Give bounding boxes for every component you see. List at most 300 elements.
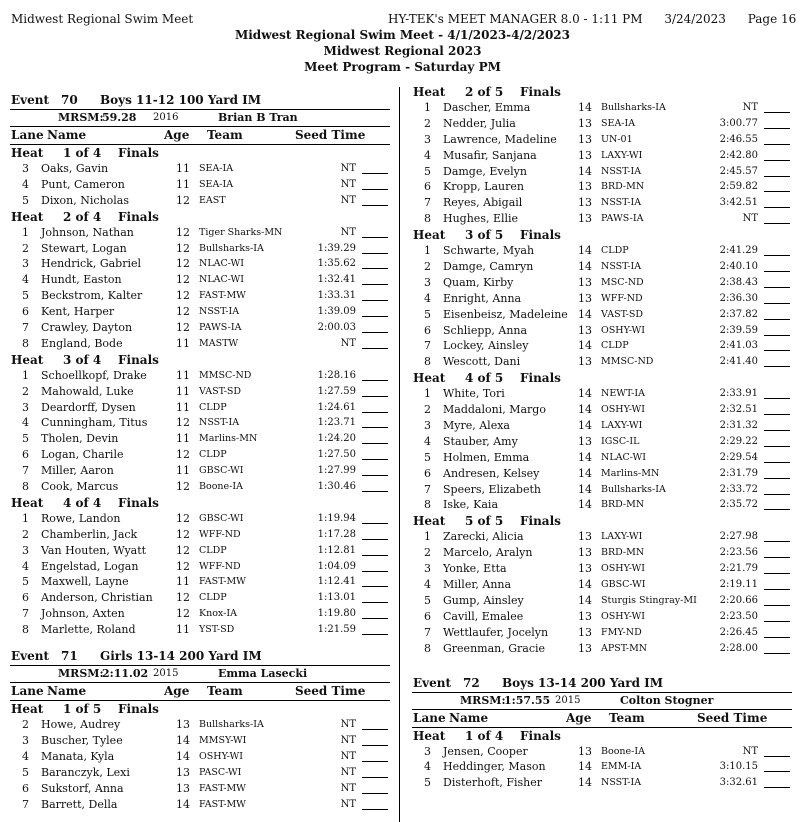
swimmer-age: 14 xyxy=(578,244,592,258)
team-header: Team xyxy=(207,128,243,142)
event-number: 72 xyxy=(463,675,480,690)
lane-number: 6 xyxy=(424,323,431,337)
seed-time: 2:19.11 xyxy=(719,579,758,591)
finals-label: Finals xyxy=(520,371,561,386)
swimmer-age: 13 xyxy=(578,180,592,194)
entry-row xyxy=(10,336,390,352)
swimmer-name: Barrett, Della xyxy=(41,797,118,811)
finals-time-blank xyxy=(764,462,790,463)
finals-time-blank xyxy=(764,112,790,113)
team-code: VAST-SD xyxy=(601,308,644,320)
mrsm-time: 1:57.55 xyxy=(504,693,551,707)
entry-row xyxy=(412,211,792,227)
event-number: 71 xyxy=(61,649,78,664)
finals-time-blank xyxy=(362,443,388,444)
lane-number: 4 xyxy=(22,559,29,573)
lane-number: 3 xyxy=(22,733,29,747)
seed-time: 2:26.45 xyxy=(719,626,758,638)
event-header xyxy=(10,92,390,110)
seed-time: 1:27.99 xyxy=(317,465,356,477)
swimmer-name: Jensen, Cooper xyxy=(443,744,528,758)
team-code: NSST-IA xyxy=(199,306,240,318)
lane-header: Lane xyxy=(11,128,44,142)
team-code: EMM-IA xyxy=(601,761,642,773)
swimmer-name: Marlette, Roland xyxy=(41,623,136,637)
team-code: NSST-IA xyxy=(601,777,642,789)
finals-label: Finals xyxy=(118,146,159,160)
entry-row xyxy=(10,749,390,765)
entry-row xyxy=(412,418,792,434)
team-code: Bullsharks-IA xyxy=(601,483,666,495)
swimmer-age: 13 xyxy=(578,148,592,162)
swimmer-name: Dixon, Nicholas xyxy=(41,193,129,207)
lane-number: 1 xyxy=(424,387,431,401)
swimmer-age: 13 xyxy=(578,116,592,130)
mrsm-holder: Emma Lasecki xyxy=(218,667,308,681)
seed-time: 3:10.15 xyxy=(719,761,758,773)
swimmer-age: 11 xyxy=(176,368,190,382)
finals-time-blank xyxy=(362,491,388,492)
seed-time: 2:27.98 xyxy=(719,531,758,543)
entry-row xyxy=(10,447,390,463)
team-code: BRD-MN xyxy=(601,499,645,511)
lane-number: 7 xyxy=(424,482,431,496)
team-code: OSHY-WI xyxy=(601,563,646,575)
entry-row xyxy=(412,402,792,418)
entry-row xyxy=(10,574,390,590)
finals-time-blank xyxy=(362,586,388,587)
entry-row xyxy=(412,466,792,482)
finals-time-blank xyxy=(362,634,388,635)
seed-time: 2:45.57 xyxy=(719,165,758,177)
seed-time: 2:29.22 xyxy=(719,435,758,447)
swimmer-name: Engelstad, Logan xyxy=(41,559,139,573)
seed-time: 2:39.59 xyxy=(719,324,758,336)
finals-time-blank xyxy=(362,332,388,333)
event-label: Event xyxy=(11,93,50,107)
entry-row xyxy=(412,759,792,775)
heat-label: Heat xyxy=(413,371,446,386)
team-code: WFF-ND xyxy=(199,528,241,540)
entry-row xyxy=(412,323,792,339)
finals-time-blank xyxy=(362,237,388,238)
finals-time-blank xyxy=(764,653,790,654)
team-code: PAWS-IA xyxy=(601,213,644,225)
seed-time: 2:31.32 xyxy=(719,420,758,432)
team-code: PASC-WI xyxy=(199,766,242,778)
team-code: Tiger Sharks-MN xyxy=(199,226,283,238)
entry-row xyxy=(10,272,390,288)
team-code: MMSC-ND xyxy=(199,369,252,381)
swimmer-age: 14 xyxy=(578,403,592,417)
name-header: Name xyxy=(47,128,87,142)
lane-number: 6 xyxy=(424,466,431,480)
swimmer-age: 13 xyxy=(578,625,592,639)
finals-time-blank xyxy=(362,745,388,746)
swimmer-name: Oaks, Gavin xyxy=(41,162,109,175)
seed-time: 2:41.03 xyxy=(719,340,758,352)
swimmer-name: White, Tori xyxy=(443,387,505,401)
swimmer-age: 12 xyxy=(176,511,190,525)
swimmer-age: 13 xyxy=(578,355,592,369)
entry-row xyxy=(412,275,792,291)
swimmer-name: Yonke, Etta xyxy=(443,562,507,576)
lane-number: 5 xyxy=(22,765,29,779)
seed-time: 3:32.61 xyxy=(719,777,758,789)
meet-record-line xyxy=(10,666,390,683)
finals-time-blank xyxy=(362,189,388,190)
lane-number: 3 xyxy=(424,275,431,289)
finals-time-blank xyxy=(764,541,790,542)
swimmer-name: Nedder, Julia xyxy=(443,116,516,130)
swimmer-name: Cavill, Emalee xyxy=(443,609,524,623)
entry-row xyxy=(412,100,792,116)
lane-number: 1 xyxy=(22,368,29,382)
lane-number: 6 xyxy=(22,448,29,462)
lane-number: 5 xyxy=(424,164,431,178)
finals-time-blank xyxy=(764,271,790,272)
heat-number: 4 of 4 xyxy=(63,495,102,510)
entry-row xyxy=(412,291,792,307)
entry-row xyxy=(10,765,390,781)
finals-label: Finals xyxy=(118,702,159,717)
entry-row xyxy=(10,622,390,638)
seed-time: 1:24.61 xyxy=(317,401,356,413)
seed-time: 2:28.00 xyxy=(719,642,758,654)
lane-number: 7 xyxy=(22,607,29,621)
swimmer-age: 12 xyxy=(176,257,190,271)
team-code: SEA-IA xyxy=(199,163,234,174)
swimmer-age: 12 xyxy=(176,448,190,462)
swimmer-name: Speers, Elizabeth xyxy=(443,482,541,496)
seed-time: NT xyxy=(340,766,356,778)
swimmer-age: 12 xyxy=(176,193,190,207)
entry-row xyxy=(412,744,792,760)
swimmer-age: 14 xyxy=(578,419,592,433)
heat-label: Heat xyxy=(11,352,44,367)
entry-row xyxy=(412,497,792,513)
entry-row xyxy=(10,320,390,336)
heat-header xyxy=(10,701,390,717)
team-code: NSST-IA xyxy=(601,197,642,209)
swimmer-age: 12 xyxy=(176,416,190,430)
entry-row xyxy=(412,307,792,323)
lane-number: 2 xyxy=(22,718,29,732)
print-date: 3/24/2023 xyxy=(664,12,726,26)
heat-label: Heat xyxy=(11,146,44,160)
swimmer-name: Howe, Audrey xyxy=(41,718,121,732)
seed-time: 1:17.28 xyxy=(317,528,356,540)
swimmer-name: Sukstorf, Anna xyxy=(41,781,124,795)
entry-row xyxy=(10,781,390,797)
finals-time-blank xyxy=(764,287,790,288)
heat-label: Heat xyxy=(413,728,446,743)
swimmer-age: 11 xyxy=(176,432,190,446)
swimmer-name: Damge, Evelyn xyxy=(443,164,527,178)
team-code: BRD-MN xyxy=(601,181,645,193)
swimmer-name: Hendrick, Gabriel xyxy=(41,257,142,271)
lane-number: 1 xyxy=(22,225,29,239)
swimmer-name: Wescott, Dani xyxy=(443,355,521,369)
swimmer-name: Myre, Alexa xyxy=(443,419,510,433)
swimmer-age: 14 xyxy=(578,466,592,480)
heat-label: Heat xyxy=(413,228,446,243)
heat-number: 5 of 5 xyxy=(465,514,504,529)
lane-number: 2 xyxy=(424,403,431,417)
seed-time: 1:39.29 xyxy=(317,242,356,254)
team-code: VAST-SD xyxy=(199,385,242,397)
finals-label: Finals xyxy=(118,495,159,510)
swimmer-name: Iske, Kaia xyxy=(443,498,499,512)
team-code: OSHY-WI xyxy=(601,610,646,622)
event-spacer xyxy=(412,657,792,675)
lane-number: 3 xyxy=(424,132,431,146)
finals-label: Finals xyxy=(118,352,159,367)
heat-label: Heat xyxy=(11,495,44,510)
entry-row xyxy=(10,463,390,479)
column-headers xyxy=(10,683,390,701)
swimmer-name: Cook, Marcus xyxy=(41,480,119,494)
swimmer-name: Lawrence, Madeline xyxy=(443,132,557,146)
swimmer-name: Miller, Anna xyxy=(443,578,512,592)
lane-number: 1 xyxy=(424,244,431,258)
team-code: GBSC-WI xyxy=(199,465,244,477)
lane-number: 5 xyxy=(424,307,431,321)
swimmer-name: Zarecki, Alicia xyxy=(443,530,524,544)
finals-time-blank xyxy=(362,777,388,778)
swimmer-name: Stewart, Logan xyxy=(41,241,127,255)
entry-row xyxy=(10,527,390,543)
swimmer-age: 13 xyxy=(578,323,592,337)
swimmer-age: 13 xyxy=(578,196,592,210)
seed-time: NT xyxy=(340,750,356,762)
swimmer-name: Rowe, Landon xyxy=(41,511,121,525)
finals-label: Finals xyxy=(118,209,159,224)
swimmer-name: Buscher, Tylee xyxy=(41,733,123,747)
swimmer-age: 14 xyxy=(578,387,592,401)
heat-number: 1 of 4 xyxy=(63,146,102,160)
lane-number: 3 xyxy=(22,400,29,414)
finals-label: Finals xyxy=(520,514,561,529)
entry-row xyxy=(412,434,792,450)
finals-time-blank xyxy=(764,144,790,145)
name-header: Name xyxy=(47,684,87,699)
swimmer-age: 12 xyxy=(176,241,190,255)
swimmer-name: England, Bode xyxy=(41,336,123,350)
finals-time-blank xyxy=(764,160,790,161)
seed-time: 1:30.46 xyxy=(317,481,356,493)
swimmer-name: Anderson, Christian xyxy=(41,591,153,605)
lane-number: 8 xyxy=(424,212,431,226)
finals-time-blank xyxy=(362,761,388,762)
swimmer-name: Lockey, Ainsley xyxy=(443,339,529,353)
lane-number: 2 xyxy=(22,384,29,398)
seed-time: NT xyxy=(742,745,758,757)
team-code: PAWS-IA xyxy=(199,322,242,334)
entry-row xyxy=(10,606,390,622)
entry-row xyxy=(412,529,792,545)
heat-header xyxy=(412,227,792,243)
swimmer-name: Marcelo, Aralyn xyxy=(443,546,533,560)
lane-number: 4 xyxy=(424,760,431,774)
seed-time: NT xyxy=(340,782,356,794)
seed-time-header: Seed Time xyxy=(295,128,366,142)
finals-time-blank xyxy=(362,618,388,619)
seed-time-header: Seed Time xyxy=(697,710,768,725)
swimmer-name: Johnson, Nathan xyxy=(41,225,134,239)
finals-time-blank xyxy=(764,573,790,574)
team-code: EAST xyxy=(199,194,226,206)
swimmer-name: Deardorff, Dysen xyxy=(41,400,136,414)
mrsm-time: 59.28 xyxy=(102,111,137,124)
swimmer-age: 13 xyxy=(578,530,592,544)
entry-row xyxy=(10,256,390,272)
finals-time-blank xyxy=(764,303,790,304)
seed-time: 2:33.91 xyxy=(719,388,758,400)
lane-number: 4 xyxy=(22,416,29,430)
lane-number: 6 xyxy=(22,591,29,605)
finals-time-blank xyxy=(764,414,790,415)
team-code: FAST-MW xyxy=(199,782,246,794)
swimmer-name: Schliepp, Anna xyxy=(443,323,528,337)
entry-row xyxy=(10,225,390,241)
lane-number: 5 xyxy=(22,193,29,207)
swimmer-name: Miller, Aaron xyxy=(41,464,114,478)
finals-time-blank xyxy=(764,207,790,208)
lane-header: Lane xyxy=(413,710,446,725)
team-code: NEWT-IA xyxy=(601,388,645,400)
swimmer-name: Hughes, Ellie xyxy=(443,212,519,226)
seed-time: 1:27.50 xyxy=(317,449,356,461)
swimmer-age: 11 xyxy=(176,400,190,414)
finals-time-blank xyxy=(764,366,790,367)
lane-number: 7 xyxy=(22,797,29,811)
entry-row xyxy=(412,195,792,211)
seed-time: 2:37.82 xyxy=(719,308,758,320)
meet-subtitle: Midwest Regional 2023 xyxy=(323,44,482,58)
swimmer-name: Manata, Kyla xyxy=(41,749,115,763)
swimmer-age: 11 xyxy=(176,162,190,175)
seed-time: 1:12.81 xyxy=(317,544,356,556)
lane-number: 8 xyxy=(424,355,431,369)
swimmer-name: Crawley, Dayton xyxy=(41,321,133,335)
swimmer-name: Dascher, Emma xyxy=(443,101,531,114)
swimmer-name: Beckstrom, Kalter xyxy=(41,289,143,303)
team-code: NLAC-WI xyxy=(199,258,244,270)
seed-time: 2:29.54 xyxy=(719,451,758,463)
swimmer-name: Stauber, Amy xyxy=(443,434,518,448)
seed-time: 2:41.29 xyxy=(719,245,758,257)
entry-row xyxy=(10,733,390,749)
finals-time-blank xyxy=(764,605,790,606)
lane-number: 3 xyxy=(22,162,29,175)
event-spacer xyxy=(10,638,390,648)
lane-number: 2 xyxy=(22,527,29,541)
heat-label: Heat xyxy=(11,209,44,224)
seed-time: 3:42.51 xyxy=(719,197,758,209)
finals-time-blank xyxy=(764,446,790,447)
seed-time: NT xyxy=(340,734,356,746)
finals-time-blank xyxy=(362,268,388,269)
swimmer-name: Reyes, Abigail xyxy=(443,196,523,210)
entry-row xyxy=(10,241,390,257)
finals-time-blank xyxy=(362,380,388,381)
swimmer-name: Andresen, Kelsey xyxy=(443,466,540,480)
entry-row xyxy=(10,431,390,447)
swimmer-age: 14 xyxy=(578,498,592,512)
entry-row xyxy=(10,590,390,606)
seed-time: 2:00.03 xyxy=(317,322,356,334)
team-code: NLAC-WI xyxy=(601,451,646,463)
team-code: SEA-IA xyxy=(199,178,234,190)
team-code: Sturgis Stingray-MI xyxy=(601,594,697,606)
swimmer-name: Eisenbeisz, Madeleine xyxy=(443,307,568,321)
finals-time-blank xyxy=(362,539,388,540)
team-header: Team xyxy=(609,710,645,725)
lane-number: 5 xyxy=(424,450,431,464)
event-title: Boys 11-12 100 Yard IM xyxy=(100,93,262,107)
swimmer-name: Greenman, Gracie xyxy=(443,641,546,655)
left-column xyxy=(10,92,390,812)
age-header: Age xyxy=(164,684,190,699)
entry-row xyxy=(412,338,792,354)
heat-header xyxy=(10,352,390,368)
seed-time: NT xyxy=(742,102,758,113)
swimmer-name: Kropp, Lauren xyxy=(443,180,524,194)
swimmer-age: 14 xyxy=(578,164,592,178)
seed-time: 2:40.10 xyxy=(719,261,758,273)
swimmer-name: Wettlaufer, Jocelyn xyxy=(443,625,549,639)
lane-number: 3 xyxy=(424,419,431,433)
seed-time: 1:27.59 xyxy=(317,385,356,397)
seed-time: 2:23.50 xyxy=(719,610,758,622)
swimmer-age: 14 xyxy=(578,760,592,774)
team-code: WFF-ND xyxy=(199,560,241,572)
team-code: Boone-IA xyxy=(199,481,243,493)
swimmer-age: 12 xyxy=(176,289,190,303)
swimmer-age: 14 xyxy=(176,797,190,811)
lane-number: 8 xyxy=(424,498,431,512)
entry-row xyxy=(10,288,390,304)
swimmer-name: Logan, Charile xyxy=(41,448,124,462)
lane-number: 5 xyxy=(22,432,29,446)
seed-time: NT xyxy=(340,178,356,190)
finals-time-blank xyxy=(362,459,388,460)
finals-label: Finals xyxy=(520,228,561,243)
swimmer-age: 12 xyxy=(176,480,190,494)
finals-time-blank xyxy=(764,621,790,622)
team-code: APST-MN xyxy=(601,642,648,654)
finals-time-blank xyxy=(764,787,790,788)
finals-time-blank xyxy=(764,494,790,495)
swimmer-age: 11 xyxy=(176,177,190,191)
heat-number: 4 of 5 xyxy=(465,371,504,386)
finals-time-blank xyxy=(362,316,388,317)
swimmer-age: 13 xyxy=(578,546,592,560)
entry-row xyxy=(412,561,792,577)
lane-number: 7 xyxy=(22,321,29,335)
lane-number: 4 xyxy=(424,148,431,162)
swimmer-age: 12 xyxy=(176,321,190,335)
finals-time-blank xyxy=(362,571,388,572)
finals-time-blank xyxy=(764,223,790,224)
team-code: GBSC-WI xyxy=(199,512,244,524)
finals-time-blank xyxy=(362,253,388,254)
entry-row xyxy=(10,177,390,193)
entry-row xyxy=(10,193,390,209)
seed-time: NT xyxy=(340,226,356,238)
swimmer-age: 13 xyxy=(578,275,592,289)
